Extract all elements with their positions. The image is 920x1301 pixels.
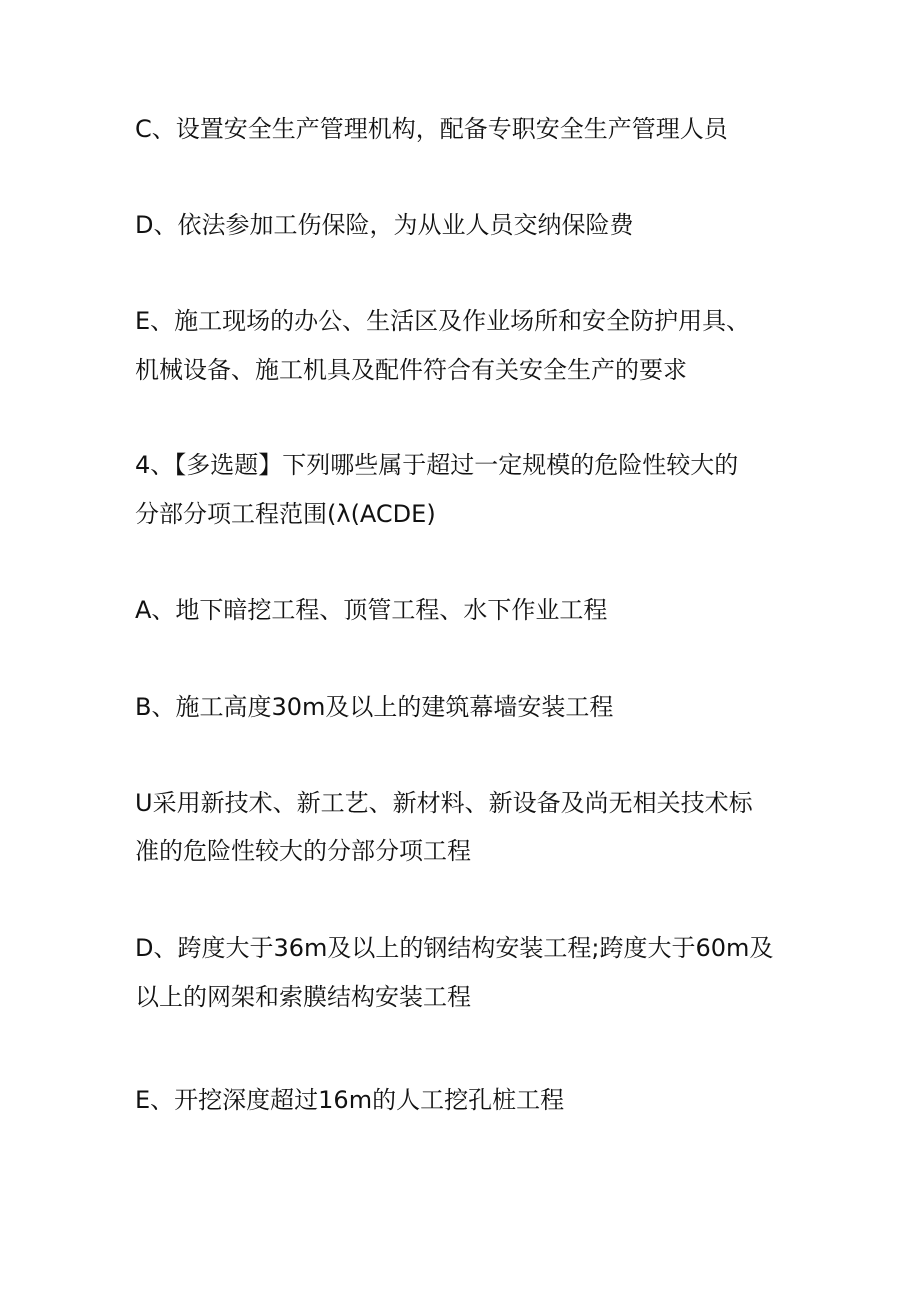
question-4-option-d-line-1: D、跨度大于36m及以上的钢结构安装工程;跨度大于60m及 xyxy=(135,934,774,962)
option-d-text: D、依法参加工伤保险，为从业人员交纳保险费 xyxy=(135,211,634,239)
question-4-option-e: E、开挖深度超过16m的人工挖孔桩工程 xyxy=(135,1086,565,1114)
question-4-option-a: A、地下暗挖工程、顶管工程、水下作业工程 xyxy=(135,596,608,624)
question-4-text-line-1: 4、【多选题】下列哪些属于超过一定规模的危险性较大的 xyxy=(135,451,739,479)
question-4-text-line-2: 分部分项工程范围(λ(ACDE) xyxy=(135,500,436,528)
question-4-option-c-line-1: U采用新技术、新工艺、新材料、新设备及尚无相关技术标 xyxy=(135,789,753,817)
option-c-text: C、设置安全生产管理机构，配备专职安全生产管理人员 xyxy=(135,115,728,143)
question-4-option-c-line-2: 准的危险性较大的分部分项工程 xyxy=(135,837,471,865)
question-4-option-d-line-2: 以上的网架和索膜结构安装工程 xyxy=(135,983,471,1011)
option-e-text-line-2: 机械设备、施工机具及配件符合有关安全生产的要求 xyxy=(135,356,687,384)
question-4-option-b: B、施工高度30m及以上的建筑幕墙安装工程 xyxy=(135,693,614,721)
option-e-text-line-1: E、施工现场的办公、生活区及作业场所和安全防护用具、 xyxy=(135,307,751,335)
